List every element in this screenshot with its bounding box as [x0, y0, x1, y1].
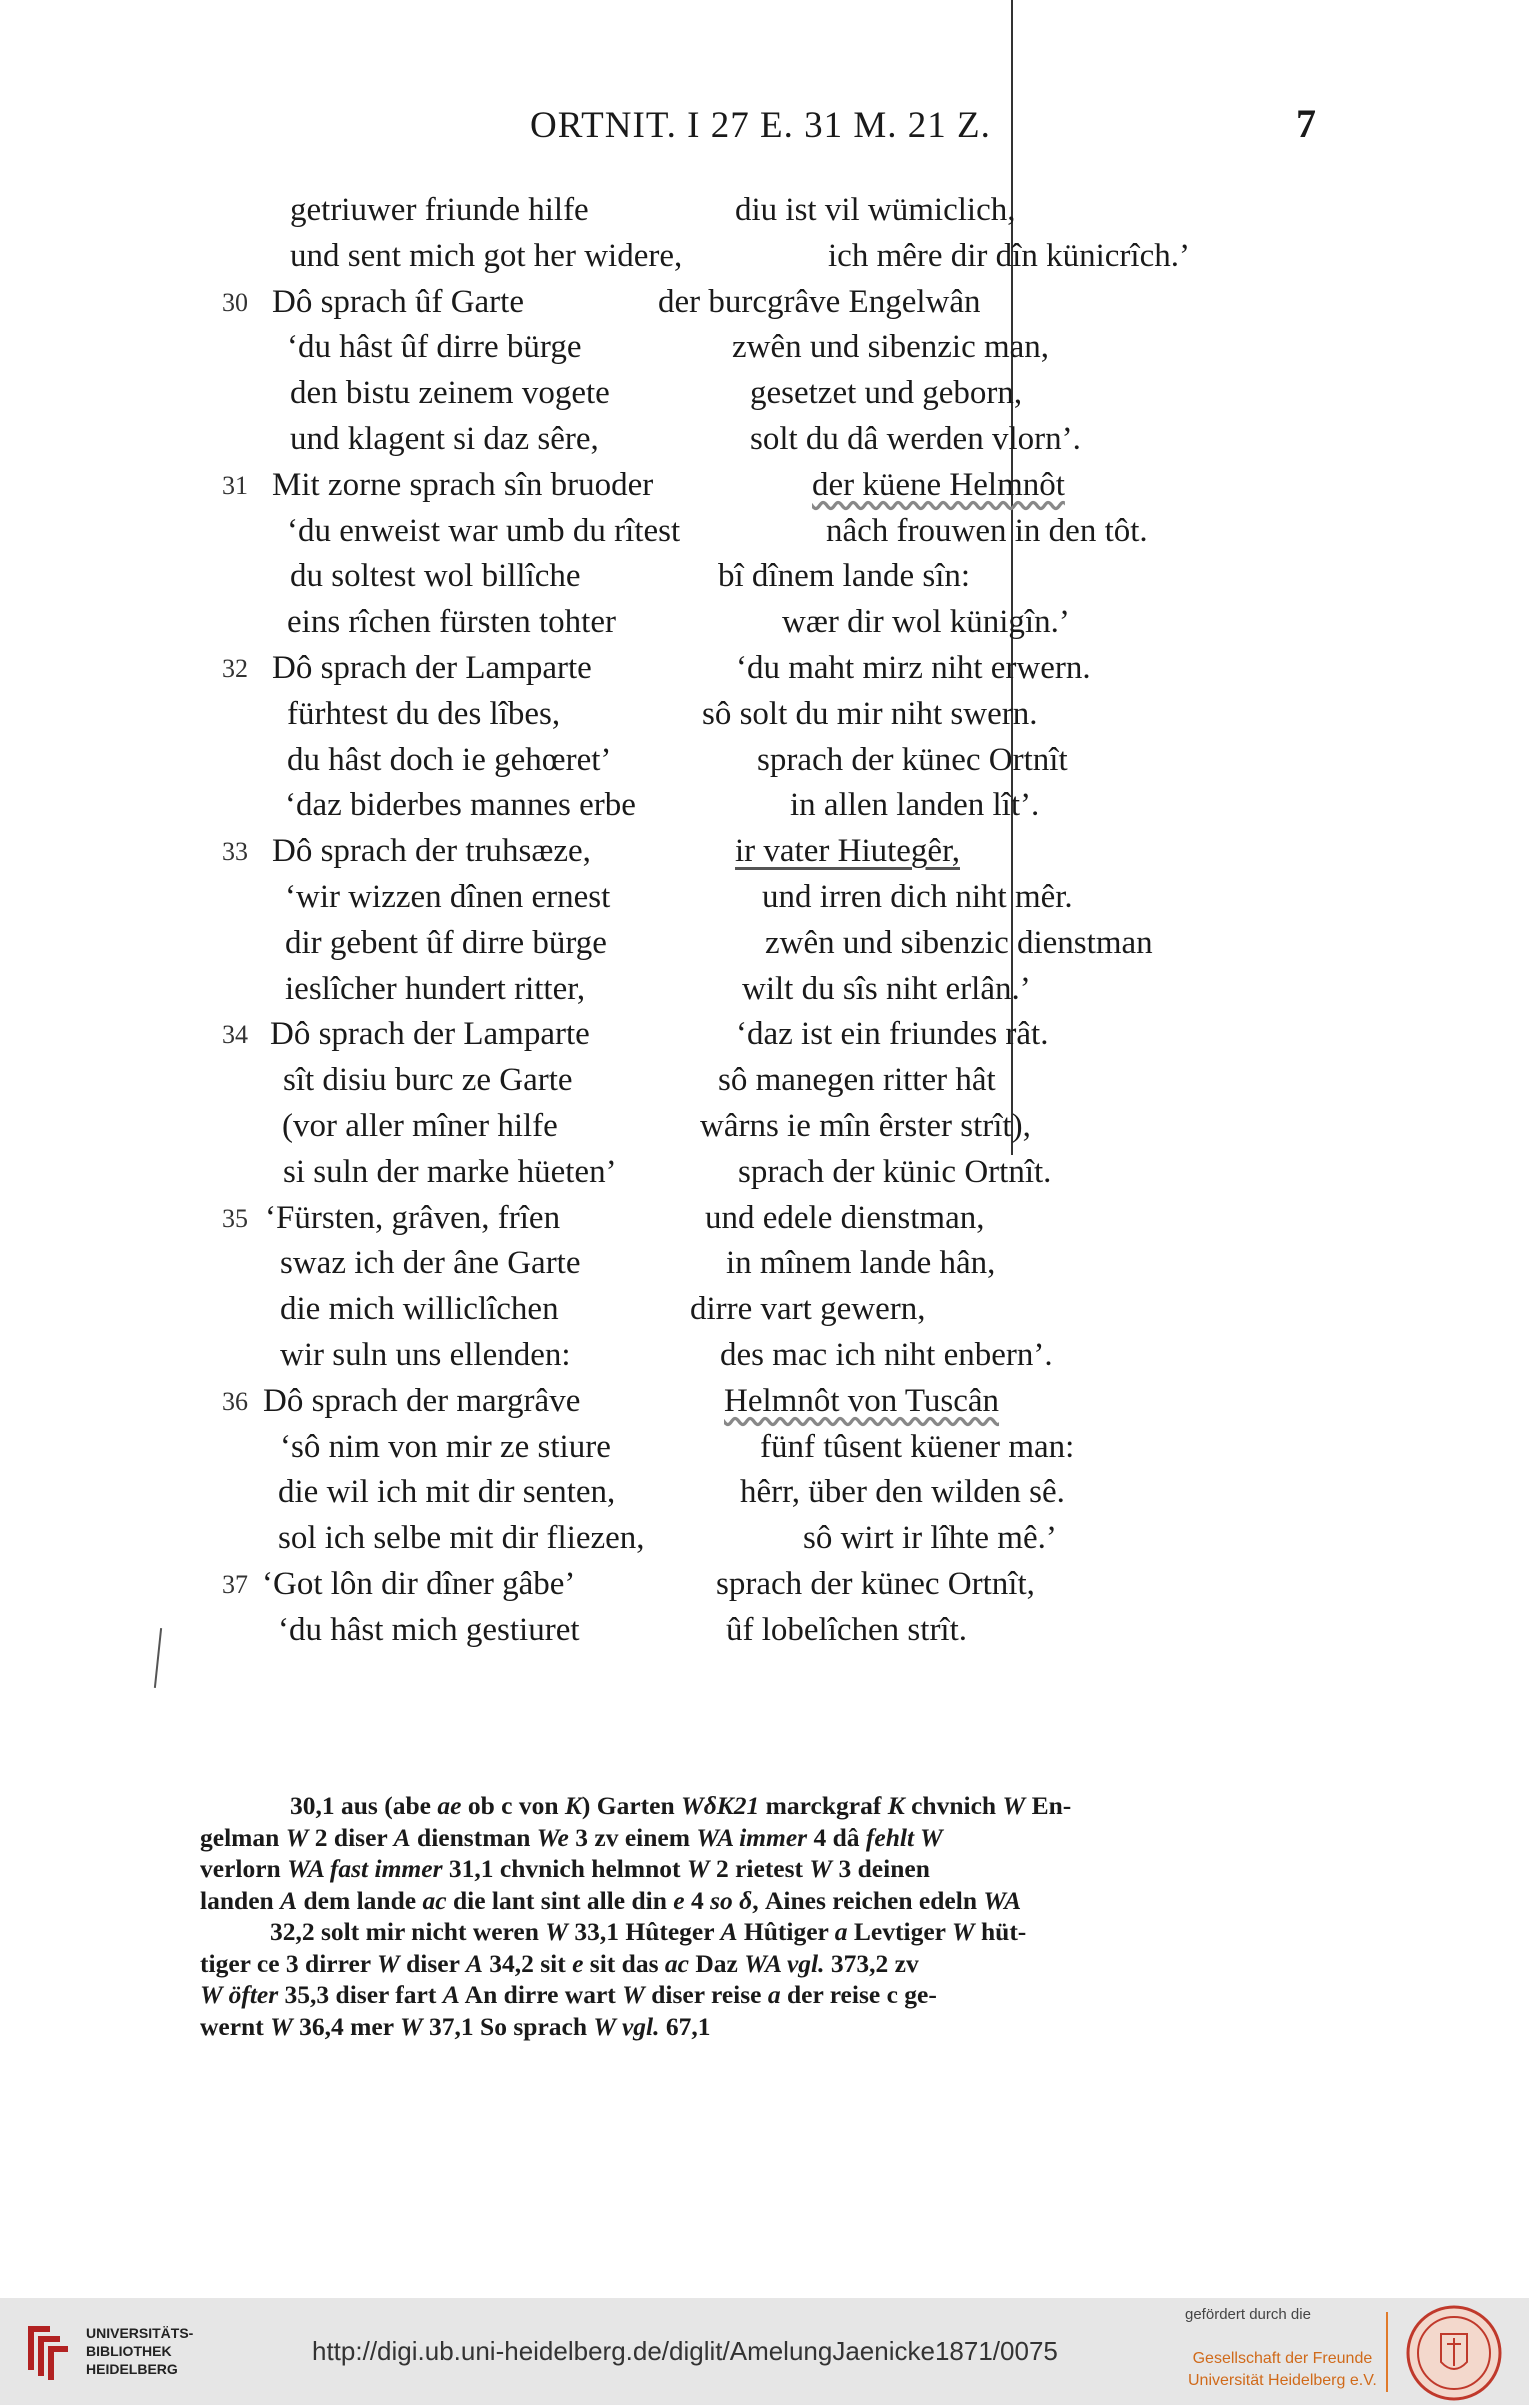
verse-line: [0, 600, 1529, 646]
first-half-line: die wil ich mit dir senten,: [278, 1474, 616, 1511]
apparatus-line: W öfter 35,3 diser fart A An dirre wart W diser reise a der reise c ge-: [200, 1980, 937, 2009]
verse-line: [0, 463, 1529, 509]
verse-line: [0, 1104, 1529, 1150]
viewer-footer: [0, 2298, 1529, 2405]
second-half-line: sô wirt ir lîhte mê.’: [803, 1520, 1057, 1557]
first-half-line: wir suln uns ellenden:: [280, 1336, 571, 1373]
running-title: ORTNIT. I 27 E. 31 M. 21 Z.: [530, 105, 991, 146]
first-half-line: Dô sprach der Lamparte: [272, 649, 592, 686]
first-half-line: ieslîcher hundert ritter,: [285, 970, 586, 1007]
verse-line: [0, 371, 1529, 417]
second-half-line: ich mêre dir dîn künicrîch.’: [828, 237, 1190, 274]
verse-line: [0, 692, 1529, 738]
second-half-line: und irren dich niht mêr.: [762, 878, 1073, 915]
page-header: [0, 100, 1529, 150]
verse-line: [0, 325, 1529, 371]
stanza-number: 33: [222, 837, 248, 867]
verse-line: [0, 1150, 1529, 1196]
verse-line: [0, 1058, 1529, 1104]
verse-line: [0, 875, 1529, 921]
verse-line: [0, 646, 1529, 692]
verse-line: [0, 738, 1529, 784]
first-half-line: du soltest wol billîche: [290, 558, 581, 595]
verse-line: [0, 280, 1529, 326]
first-half-line: Dô sprach ûf Garte: [272, 283, 524, 320]
stanza-number: 35: [222, 1203, 248, 1233]
first-half-line: ‘daz biderbes mannes erbe: [285, 787, 636, 824]
stanza-number: 34: [222, 1020, 248, 1050]
permalink-url[interactable]: http://digi.ub.uni-heidelberg.de/diglit/AmelungJaenicke1871/0075: [312, 2336, 1058, 2366]
second-half-line: ûf lobelîchen strît.: [726, 1611, 968, 1648]
first-half-line: du hâst doch ie gehœret’: [287, 741, 612, 778]
sponsor-label: gefördert durch die: [1185, 2306, 1311, 2323]
verse-line: [0, 1241, 1529, 1287]
first-half-line: ‘Fürsten, grâven, frîen: [265, 1199, 561, 1236]
verse-line: [0, 1608, 1529, 1654]
second-half-line: sô manegen ritter hât: [718, 1062, 996, 1099]
apparatus-line: verlorn WA fast immer 31,1 chvnich helmnot W 2 rietest W 3 deinen: [200, 1854, 930, 1883]
second-half-line: gesetzet und geborn,: [750, 375, 1023, 412]
second-half-line: des mac ich niht enbern’.: [720, 1336, 1053, 1373]
second-half-line: in allen landen lît’.: [790, 787, 1040, 824]
verse-line: [0, 188, 1529, 234]
library-logo-icon: [20, 2318, 75, 2383]
page-number: 7: [1296, 101, 1316, 146]
library-name: UNIVERSITÄTS- BIBLIOTHEK HEIDELBERG: [86, 2325, 194, 2377]
second-half-line: nâch frouwen in den tôt.: [826, 512, 1148, 549]
verse-line: [0, 967, 1529, 1013]
apparatus-line: tiger ce 3 dirrer W diser A 34,2 sit e sit das ac Daz WA vgl. 373,2 zv: [200, 1948, 919, 1978]
stanza-number: 37: [222, 1569, 248, 1599]
first-half-line: Dô sprach der Lamparte: [270, 1016, 590, 1053]
verse-line: [0, 783, 1529, 829]
apparatus-line: 32,2 solt mir nicht weren W 33,1 Hûteger A Hûtiger a Levtiger W hüt-: [270, 1917, 1027, 1946]
second-half-line: sprach der künic Ortnît.: [738, 1153, 1052, 1190]
verse-line: [0, 1287, 1529, 1333]
second-half-line: in mînem lande hân,: [726, 1245, 996, 1282]
sponsor-divider: [1386, 2312, 1388, 2392]
verse-line: [0, 829, 1529, 875]
critical-apparatus: [200, 1790, 1310, 2042]
second-half-line: solt du dâ werden vlorn’.: [750, 420, 1081, 457]
apparatus-line: landen A dem lande ac die lant sint alle din e 4 so δ, Aines reichen edeln WA: [200, 1885, 1022, 1915]
verse-line: [0, 1562, 1529, 1608]
second-half-line: wârns ie mîn êrster strît),: [700, 1107, 1031, 1144]
verse-line: [0, 1379, 1529, 1425]
stanza-number: 36: [222, 1386, 248, 1416]
first-half-line: (vor aller mîner hilfe: [282, 1107, 558, 1144]
second-half-line: der küene Helmnôt: [812, 466, 1065, 503]
apparatus-line: gelman W 2 diser A dienstman We 3 zv einem WA immer 4 dâ fehlt W: [200, 1822, 943, 1852]
first-half-line: ‘wir wizzen dînen ernest: [285, 878, 611, 915]
first-half-line: ‘sô nim von mir ze stiure: [280, 1428, 611, 1465]
verse-text: [0, 188, 1529, 1654]
second-half-line: sprach der künec Ortnît: [757, 741, 1068, 778]
first-half-line: ‘Got lôn dir dîner gâbe’: [262, 1565, 576, 1602]
second-half-line: zwên und sibenzic man,: [732, 329, 1050, 366]
verse-line: [0, 1012, 1529, 1058]
verse-line: [0, 1516, 1529, 1562]
stanza-number: 30: [222, 287, 248, 317]
second-half-line: wilt du sîs niht erlân.’: [742, 970, 1031, 1007]
second-half-line: und edele dienstman,: [705, 1199, 985, 1236]
first-half-line: ‘du hâst ûf dirre bürge: [287, 329, 582, 366]
sponsor-name: Gesellschaft der Freunde Universität Heidelberg e.V.: [1188, 2350, 1377, 2389]
first-half-line: si suln der marke hüeten’: [283, 1153, 617, 1190]
second-half-line: zwên und sibenzic dienstman: [765, 924, 1153, 961]
stanza-number: 31: [222, 470, 248, 500]
stanza-number: 32: [222, 653, 248, 683]
second-half-line: diu ist vil wümiclich,: [735, 192, 1016, 228]
verse-line: [0, 1333, 1529, 1379]
verse-line: [0, 1470, 1529, 1516]
second-half-line: ir vater Hiutegêr,: [735, 833, 960, 870]
second-half-line: der burcgrâve Engelwân: [658, 283, 981, 320]
first-half-line: ‘du enweist war umb du rîtest: [287, 512, 681, 549]
first-half-line: den bistu zeinem vogete: [290, 375, 610, 412]
first-half-line: swaz ich der âne Garte: [280, 1245, 581, 1282]
first-half-line: eins rîchen fürsten tohter: [287, 604, 616, 641]
first-half-line: Dô sprach der margrâve: [263, 1382, 581, 1419]
verse-line: [0, 921, 1529, 967]
verse-line: [0, 1425, 1529, 1471]
second-half-line: hêrr, über den wilden sê.: [740, 1474, 1065, 1511]
first-half-line: sît disiu burc ze Garte: [283, 1062, 573, 1099]
first-half-line: sol ich selbe mit dir fliezen,: [278, 1520, 645, 1557]
first-half-line: Dô sprach der truhsæze,: [272, 833, 591, 870]
apparatus-line: 30,1 aus (abe ae ob c von K) Garten WδK21 marckgraf K chvnich W En-: [290, 1791, 1072, 1820]
second-half-line: ‘daz ist ein friundes rât.: [736, 1016, 1049, 1053]
first-half-line: ‘du hâst mich gestiuret: [278, 1611, 580, 1648]
apparatus-line: wernt W 36,4 mer W 37,1 So sprach W vgl. 67,1: [200, 2011, 711, 2041]
first-half-line: und klagent si daz sêre,: [290, 420, 599, 457]
second-half-line: sô solt du mir niht swern.: [702, 695, 1038, 732]
first-half-line: getriuwer friunde hilfe: [290, 192, 589, 228]
verse-line: [0, 417, 1529, 463]
second-half-line: bî dînem lande sîn:: [718, 558, 971, 595]
first-half-line: dir gebent ûf dirre bürge: [285, 924, 607, 961]
verse-line: [0, 1196, 1529, 1242]
first-half-line: fürhtest du des lîbes,: [287, 695, 561, 732]
university-seal-icon: [1405, 2304, 1503, 2402]
second-half-line: sprach der künec Ortnît,: [716, 1565, 1035, 1602]
first-half-line: die mich williclîchen: [280, 1291, 559, 1328]
second-half-line: ‘du maht mirz niht erwern.: [736, 649, 1091, 686]
second-half-line: fünf tûsent küener man:: [760, 1428, 1075, 1465]
second-half-line: wær dir wol künigîn.’: [782, 604, 1070, 641]
first-half-line: und sent mich got her widere,: [290, 237, 683, 274]
verse-line: [0, 234, 1529, 280]
verse-line: [0, 509, 1529, 555]
verse-line: [0, 554, 1529, 600]
first-half-line: Mit zorne sprach sîn bruoder: [272, 466, 654, 503]
second-half-line: dirre vart gewern,: [690, 1291, 926, 1328]
second-half-line: Helmnôt von Tuscân: [724, 1382, 1000, 1419]
